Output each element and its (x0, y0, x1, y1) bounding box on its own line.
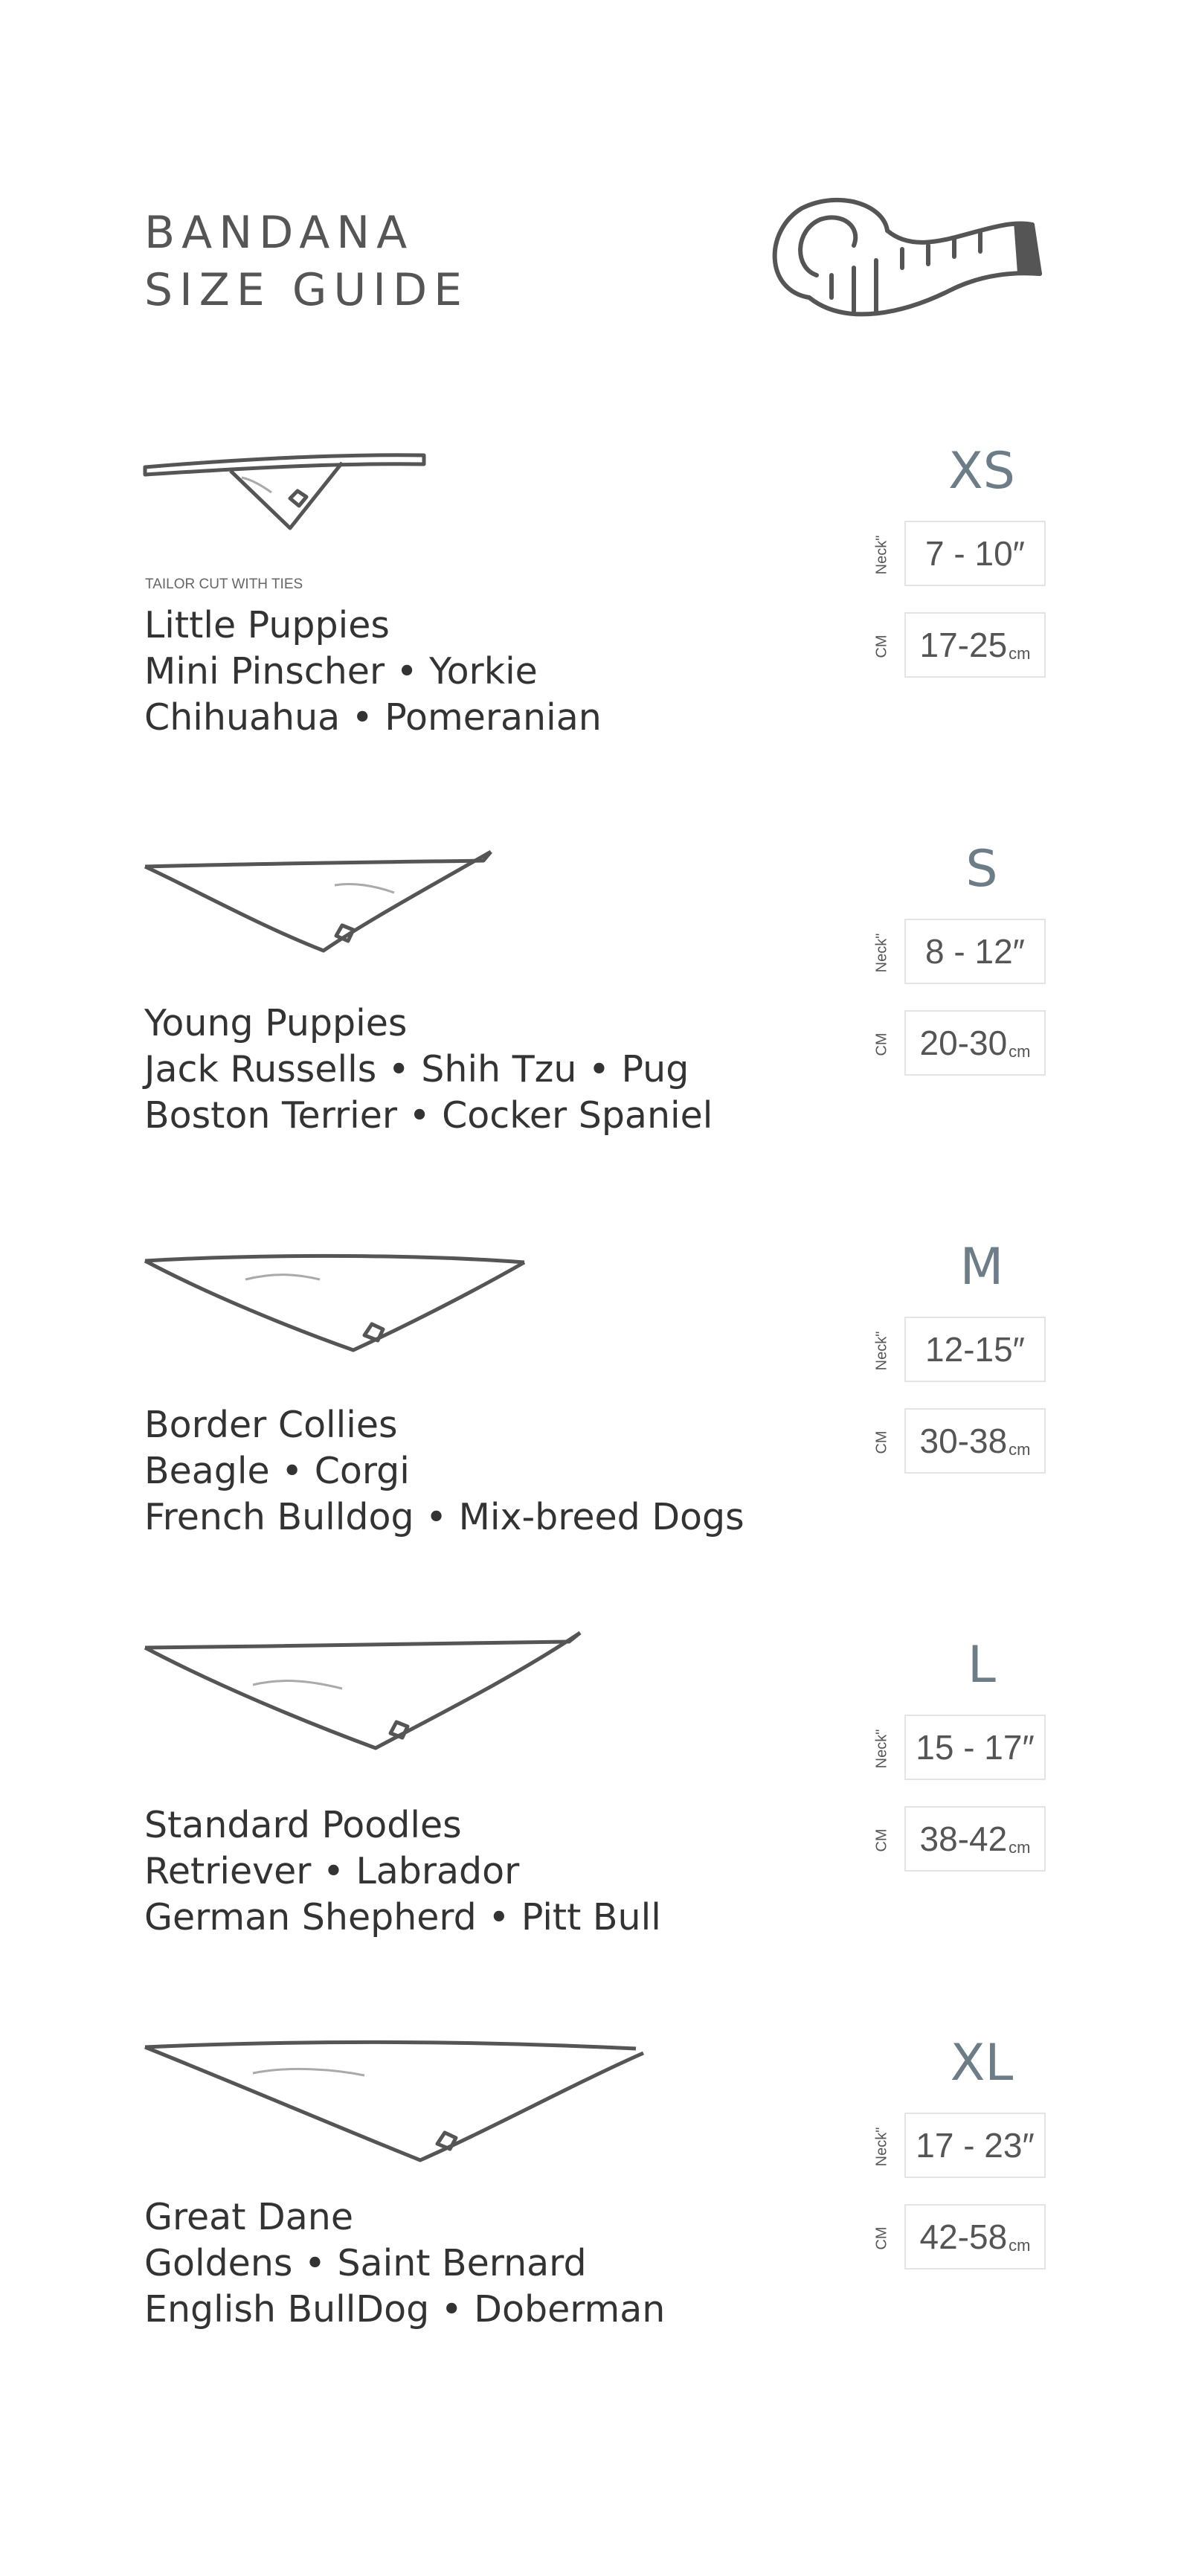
neck-measurement (869, 1715, 1055, 1783)
cm-value: 42-58 cm (904, 2204, 1046, 2270)
breed-line: French Bulldog • Mix-breed Dogs (144, 1496, 744, 1538)
breed-line: Jack Russells • Shih Tzu • Pug (144, 1048, 689, 1091)
neck-measurement (869, 919, 1055, 987)
size-note: TAILOR CUT WITH TIES (145, 576, 303, 592)
size-label: S (965, 840, 998, 899)
size-label: XS (948, 442, 1015, 501)
breed-line: Standard Poodles (144, 1804, 462, 1846)
size-label: L (968, 1636, 996, 1695)
neck-value: 7 - 10″ (904, 521, 1046, 586)
breed-line: Chihuahua • Pomeranian (144, 696, 602, 739)
cm-value: 20-30 cm (904, 1010, 1046, 1076)
breed-line: Little Puppies (144, 604, 390, 646)
breed-line: Mini Pinscher • Yorkie (144, 650, 538, 693)
cm-measurement (869, 2204, 1055, 2273)
neck-value: 17 - 23″ (904, 2113, 1046, 2178)
breed-list (144, 2194, 665, 2333)
cm-measurement (869, 612, 1055, 681)
cm-label: CM (873, 1032, 890, 1056)
neck-label: Neck" (873, 535, 890, 575)
neck-label: Neck" (873, 1331, 890, 1371)
cm-label: CM (873, 1828, 890, 1852)
cm-measurement (869, 1010, 1055, 1079)
breed-list (144, 603, 602, 741)
size-section-xs (0, 442, 1190, 818)
neck-label: Neck" (873, 1729, 890, 1769)
breed-line: Goldens • Saint Bernard (144, 2242, 587, 2284)
breed-line: English BullDog • Doberman (144, 2288, 666, 2331)
neck-value: 8 - 12″ (904, 919, 1046, 984)
breed-line: Beagle • Corgi (144, 1450, 410, 1492)
neck-measurement (869, 2113, 1055, 2181)
breed-line: Young Puppies (144, 1002, 408, 1044)
bandana-l-illustration (141, 1625, 588, 1759)
neck-label: Neck" (873, 2127, 890, 2167)
bandana-xl-illustration (141, 2032, 654, 2174)
breed-list (144, 1000, 713, 1139)
breed-line: Border Collies (144, 1404, 398, 1446)
size-label: XL (950, 2034, 1014, 2092)
measuring-tape-icon (757, 186, 1055, 335)
cm-value: 17-25 cm (904, 612, 1046, 678)
cm-measurement (869, 1806, 1055, 1875)
bandana-xs-illustration (141, 446, 431, 543)
neck-value: 12-15″ (904, 1317, 1046, 1382)
size-section-l (0, 1636, 1190, 2012)
neck-measurement (869, 1317, 1055, 1385)
neck-value: 15 - 17″ (904, 1715, 1046, 1780)
neck-measurement (869, 521, 1055, 589)
size-label: M (959, 1238, 1004, 1297)
breed-line: Retriever • Labrador (144, 1850, 520, 1892)
title-line-1: BANDANA (144, 207, 414, 259)
cm-label: CM (873, 635, 890, 658)
cm-label: CM (873, 1430, 890, 1454)
size-section-xl (0, 2034, 1190, 2410)
cm-value: 38-42 cm (904, 1806, 1046, 1872)
breed-line: Great Dane (144, 2196, 353, 2238)
breed-line: German Shepherd • Pitt Bull (144, 1896, 661, 1939)
title-line-2: SIZE GUIDE (144, 264, 469, 316)
bandana-m-illustration (141, 1246, 528, 1365)
breed-list (144, 1402, 744, 1541)
bandana-s-illustration (141, 844, 498, 956)
size-section-s (0, 840, 1190, 1216)
breed-line: Boston Terrier • Cocker Spaniel (144, 1094, 713, 1137)
cm-measurement (869, 1408, 1055, 1477)
breed-list (144, 1802, 661, 1941)
cm-label: CM (873, 2226, 890, 2250)
neck-label: Neck" (873, 933, 890, 973)
size-section-m (0, 1238, 1190, 1614)
cm-value: 30-38 cm (904, 1408, 1046, 1474)
